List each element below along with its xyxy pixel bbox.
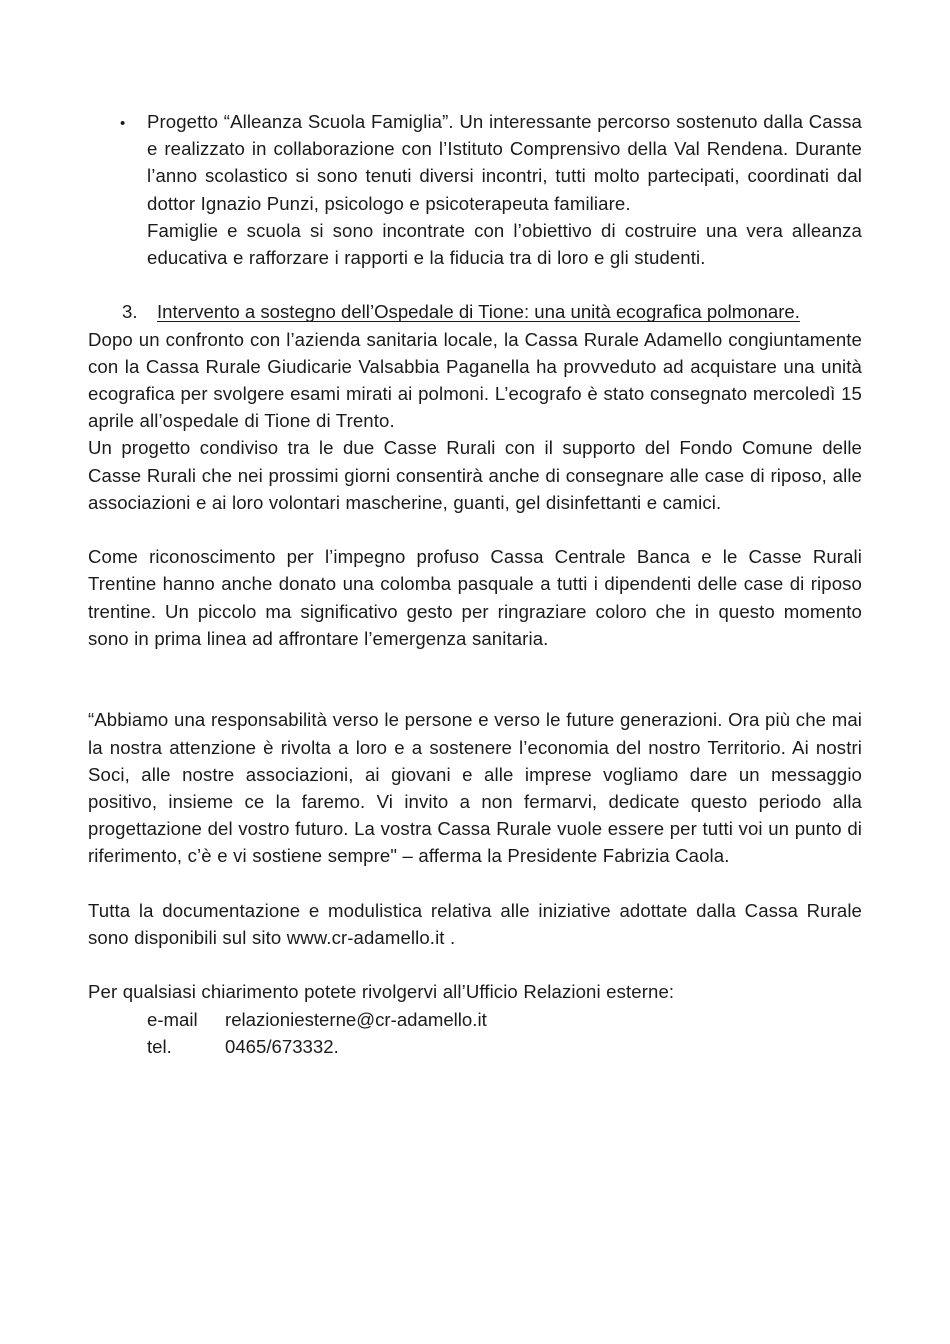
contacts-list <box>88 1006 862 1060</box>
contact-value-email[interactable]: relazioniesterne@cr-adamello.it <box>225 1008 487 1030</box>
section-heading <box>157 298 862 325</box>
spacer <box>88 516 862 543</box>
spacer <box>88 679 862 706</box>
section-3-paragraph-1: Dopo un confronto con l’azienda sanitaria locale, la Cassa Rurale Adamello congiuntamente con la Cassa Rurale Giudicarie Valsabbia Paganella ha provveduto ad acquistare una unità ecografica per svolgere esami mirati ai polmoni. L’ecografo è stato consegnato mercoledì 15 aprile all’ospedale di Tione di Trento. <box>88 328 862 432</box>
spacer <box>88 870 862 897</box>
numbered-list-item-3 <box>88 298 862 325</box>
documentation-paragraph: Tutta la documentazione e modulistica relativa alle iniziative adottate dalla Cassa Rurale sono disponibili sul sito www.cr-adamello.it . <box>88 899 862 949</box>
contact-value-phone[interactable]: 0465/673332. <box>225 1035 339 1057</box>
list-number-label: 3. <box>122 301 138 323</box>
spacer <box>88 271 862 298</box>
president-quote-paragraph: “Abbiamo una responsabilità verso le persone e verso le future generazioni. Ora più che mai la nostra attenzione è rivolta a loro e a sostenere l’economia del nostro Territorio. Ai nostri Soci, alle nostre associazioni, ai giovani e alle imprese vogliamo dare un messaggio positivo, insieme ce la faremo. Vi invito a non fermarvi, dedicate questo periodo alla progettazione del vostro futuro. La vostra Cassa Rurale vuole essere per tutti voi un punto di riferimento, c’è e vi sostiene sempre" – afferma la Presidente Fabrizia Caola. <box>88 709 862 867</box>
spacer <box>88 951 862 978</box>
section-heading-text: Intervento a sostegno dell’Ospedale di Tione: una unità ecografica polmonare. <box>157 301 800 323</box>
section-3-paragraph-2: Un progetto condiviso tra le due Casse Rurali con il supporto del Fondo Comune delle Casse Rurali che nei prossimi giorni consentirà anche di consegnare alle case di riposo, alle associazioni e ai loro volontari mascherine, guanti, gel disinfettanti e camici. <box>88 437 862 513</box>
bullet-paragraph-secondary: Famiglie e scuola si sono incontrate con l’obiettivo di costruire una vera alleanza educativa e rafforzare i rapporti e la fiducia tra di loro e gli studenti. <box>147 219 862 269</box>
contacts-intro: Per qualsiasi chiarimento potete rivolgervi all’Ufficio Relazioni esterne: <box>88 981 675 1003</box>
contact-row-phone <box>88 1033 862 1060</box>
bullet-list-item <box>88 108 862 271</box>
contact-label-email: e-mail <box>147 1008 198 1030</box>
bullet-paragraph-primary: Progetto “Alleanza Scuola Famiglia”. Un interessante percorso sostenuto dalla Cassa e realizzato in collaborazione con l’Istituto Comprensivo della Val Rendena. Durante l’anno scolastico si sono tenuti diversi incontri, tutti molto partecipati, coordinati dal dottor Ignazio Punzi, psicologo e psicoterapeuta familiare. <box>147 111 862 214</box>
contact-label-phone: tel. <box>147 1035 172 1057</box>
contact-row-email <box>88 1006 862 1033</box>
document-body <box>88 108 862 1060</box>
spacer <box>88 652 862 679</box>
bullet-point-icon <box>120 108 134 137</box>
recognition-paragraph: Come riconoscimento per l’impegno profuso Cassa Centrale Banca e le Casse Rurali Trentine hanno anche donato una colomba pasquale a tutti i dipendenti delle case di riposo trentine. Un piccolo ma significativo gesto per ringraziare coloro che in questo momento sono in prima linea ad affrontare l’emergenza sanitaria. <box>88 546 862 649</box>
